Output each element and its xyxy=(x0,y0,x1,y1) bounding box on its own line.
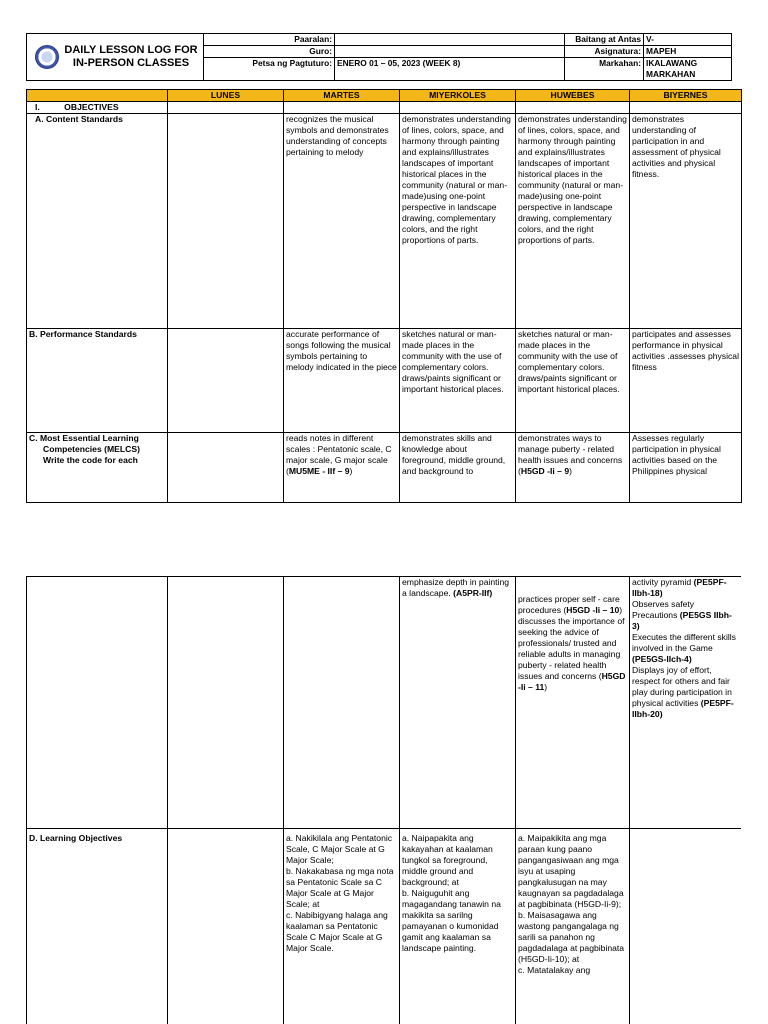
cont-miyerkoles xyxy=(400,577,516,829)
subject-label: Asignatura: xyxy=(565,46,644,58)
cont-biyernes-item: Executes the different skills involved in the Game (PE5GS-IIch-4) xyxy=(632,632,736,664)
content-martes: recognizes the musical symbols and demonstrates understanding of concepts pertaining to melody xyxy=(284,114,400,329)
cont-huwebes xyxy=(516,577,630,829)
lesson-table xyxy=(26,89,741,503)
date-value: ENERO 01 – 05, 2023 (WEEK 8) xyxy=(335,58,565,81)
melc-martes-end: ) xyxy=(349,466,353,476)
melc-martes xyxy=(284,433,400,503)
performance-martes: accurate performance of songs following the musical symbols pertaining to melody indicated in the piece xyxy=(284,329,400,433)
melc-miyerkoles: demonstrates skills and knowledge about foreground, middle ground, and background to xyxy=(400,433,516,503)
melc-huwebes xyxy=(516,433,630,503)
cont-miyerkoles-text: emphasize depth in painting a landscape. xyxy=(402,577,510,598)
performance-standards-label: B. Performance Standards xyxy=(27,329,168,433)
day-header-huwebes: HUWEBES xyxy=(516,90,630,102)
cont-huwebes-p2: discusses the importance of seeking the advice of professionals/ trusted and reliable adults in managing puberty - related health issues and concerns (H5GD -Ii – 11) xyxy=(518,616,626,692)
learning-objectives-label: D. Learning Objectives xyxy=(27,829,168,1024)
melc-martes-text: reads notes in different scales : Pentatonic scale, C major scale, G major scale ( xyxy=(286,433,392,476)
quarter-value: IKALAWANG MARKAHAN xyxy=(644,58,732,81)
blank-header-cell xyxy=(27,90,168,102)
teacher-value xyxy=(335,46,565,58)
header-title-line1: DAILY LESSON LOG FOR xyxy=(64,44,198,56)
melc-label xyxy=(27,433,168,503)
lesson-table-continued xyxy=(26,576,741,1024)
day-header-lunes: LUNES xyxy=(168,90,284,102)
content-standards-label: A. Content Standards xyxy=(27,114,168,329)
content-lunes xyxy=(168,114,284,329)
cont-huwebes-p1: practices proper self - care procedures (H5GD -Ii – 10) xyxy=(518,594,623,615)
date-label: Petsa ng Pagtuturo: xyxy=(204,58,335,81)
content-miyerkoles: demonstrates understanding of lines, colors, space, and harmony through painting and explains/illustrates landscapes of important historical places in the community (natural or man-made)using one-point perspective in landscape drawing, complementary colors, and the right proportions of parts. xyxy=(400,114,516,329)
school-label: Paaralan: xyxy=(204,34,335,46)
performance-lunes xyxy=(168,329,284,433)
grade-value: V- xyxy=(644,34,732,46)
deped-seal-icon xyxy=(35,45,59,69)
cont-biyernes-item: Observes safety Precautions (PE5GS IIbh-3) xyxy=(632,599,732,631)
school-value xyxy=(335,34,565,46)
lo-martes: a. Nakikilala ang Pentatonic Scale, C Major Scale at G Major Scale; b. Nakakabasa ng mga nota sa Pentatonic Scale sa C Major Scale at G Major Scale; at c. Nabibigyang halaga ang kaalaman sa Pentatonic Scale C Major Scale at G Major Scale. xyxy=(284,829,400,1024)
day-header-biyernes: BIYERNES xyxy=(630,90,742,102)
melc-huwebes-text: demonstrates ways to manage puberty - related health issues and concerns ( xyxy=(518,433,623,476)
lo-huwebes: a. Maipakikita ang mga paraan kung paano pangangasiwaan ang mga isyu at usaping pangkalusugan na may kaugnayan sa pagdadalaga at pagbibinata (H5GD-Ii-9); b. Maisasagawa ang wastong pangangalaga ng sarili sa panahon ng pagdadalaga at pagbibinata (H5GD-Ii-10); at c. Matatalakay ang xyxy=(516,829,630,1024)
melc-label-line3: Write the code for each xyxy=(43,455,138,465)
melc-huwebes-end: ) xyxy=(569,466,572,476)
melc-huwebes-code: H5GD -Ii – 9 xyxy=(520,466,570,476)
day-header-miyerkoles: MIYERKOLES xyxy=(400,90,516,102)
teacher-label: Guro: xyxy=(204,46,335,58)
grade-label: Baitang at Antas xyxy=(565,34,644,46)
subject-value: MAPEH xyxy=(644,46,732,58)
quarter-label: Markahan: xyxy=(565,58,644,81)
cont-biyernes xyxy=(630,577,742,829)
header-title-cell xyxy=(27,34,204,81)
melc-label-line2: Competencies (MELCS) xyxy=(43,444,140,454)
content-huwebes: demonstrates understanding of lines, colors, space, and harmony through painting and explains/illustrates landscapes of important historical places in the community (natural or man-made)using one-point perspective in landscape drawing, complementary colors, and the right proportions of parts. xyxy=(516,114,630,329)
performance-biyernes: participates and assesses performance in physical activities .assesses physical fitness xyxy=(630,329,742,433)
objectives-title: OBJECTIVES xyxy=(64,102,119,112)
cont-biyernes-item: activity pyramid (PE5PF-IIbh-18) xyxy=(632,577,727,598)
performance-huwebes: sketches natural or man-made places in the community with the use of complementary colors. draws/paints significant or important historical places. xyxy=(516,329,630,433)
day-header-martes: MARTES xyxy=(284,90,400,102)
content-biyernes: demonstrates understanding of participation in and assessment of physical activities and physical fitness. xyxy=(630,114,742,329)
objectives-numeral: I. xyxy=(35,102,40,112)
melc-label-line1: C. Most Essential Learning xyxy=(29,433,139,443)
cont-miyerkoles-code: (A5PR-IIf) xyxy=(453,588,493,598)
melc-lunes xyxy=(168,433,284,503)
objectives-heading xyxy=(27,102,168,114)
header-title-line2: IN-PERSON CLASSES xyxy=(72,57,190,69)
melc-martes-code: MU5ME - IIf – 9 xyxy=(288,466,350,476)
melc-biyernes: Assesses regularly participation in physical activities based on the Philippines physical xyxy=(630,433,742,503)
lo-miyerkoles: a. Naipapakita ang kakayahan at kaalaman tungkol sa foreground, middle ground and background; at b. Naiguguhit ang magagandang tanawin na makikita sa sarilng pamayanan o kumonidad gamit ang kaalaman sa landscape painting. xyxy=(400,829,516,1024)
cont-biyernes-item: Displays joy of effort, respect for others and fair play during participation in physical activities (PE5PF-IIbh-20) xyxy=(632,665,734,719)
performance-miyerkoles: sketches natural or man-made places in the community with the use of complementary colors. draws/paints significant or important historical places. xyxy=(400,329,516,433)
header-block xyxy=(26,33,731,79)
